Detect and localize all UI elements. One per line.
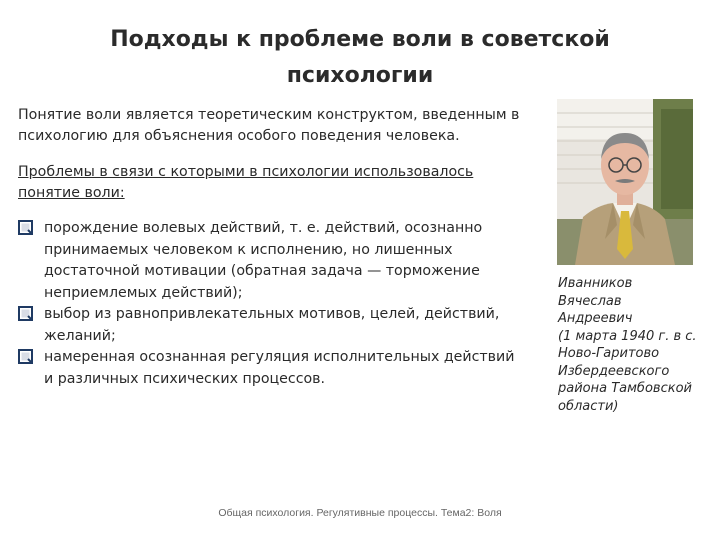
intro-paragraph: Понятие воли является теоретическим конструктом, введенным в психологию для объяснения особого поведения человека. xyxy=(18,107,520,144)
bullet-list xyxy=(18,218,523,390)
checkbox-bullet-icon xyxy=(18,220,33,235)
caption-line: области) xyxy=(558,398,619,414)
portrait-caption xyxy=(558,275,718,415)
bullet-text: выбор из равнопривлекательных мотивов, целей, действий, желаний; xyxy=(44,306,500,344)
problems-heading: Проблемы в связи с которыми в психологии использовалось понятие воли: xyxy=(18,164,474,201)
caption-line: Иванников xyxy=(558,276,633,291)
bullet-text: намеренная осознанная регуляция исполнительных действий и различных психических процессов. xyxy=(44,349,515,387)
portrait-illustration xyxy=(557,99,693,265)
checkbox-bullet-icon xyxy=(18,349,33,364)
slide-footer: Общая психология. Регулятивные процессы. Тема2: Воля xyxy=(218,507,502,519)
bullet-text: порождение волевых действий, т. е. действий, осознанно принимаемых человеком к исполнению, но лишенных достаточной мотивации (обратная задача — торможение неприемлемых действий); xyxy=(44,220,483,301)
caption-line: Андреевич xyxy=(558,311,633,326)
slide-title: Подходы к проблеме воли в советской психологии xyxy=(110,27,610,88)
caption-line: (1 марта 1940 г. в с. xyxy=(558,328,697,344)
caption-line: Избердеевского xyxy=(558,363,670,379)
caption-line: района Тамбовской xyxy=(558,381,692,396)
caption-line: Вячеслав xyxy=(558,293,622,309)
bullet-item xyxy=(18,347,523,390)
portrait-photo xyxy=(557,99,693,265)
caption-line: Ново-Гаритово xyxy=(558,346,660,361)
checkbox-bullet-icon xyxy=(18,306,33,321)
bullet-item xyxy=(18,218,523,304)
bullet-item xyxy=(18,304,523,347)
